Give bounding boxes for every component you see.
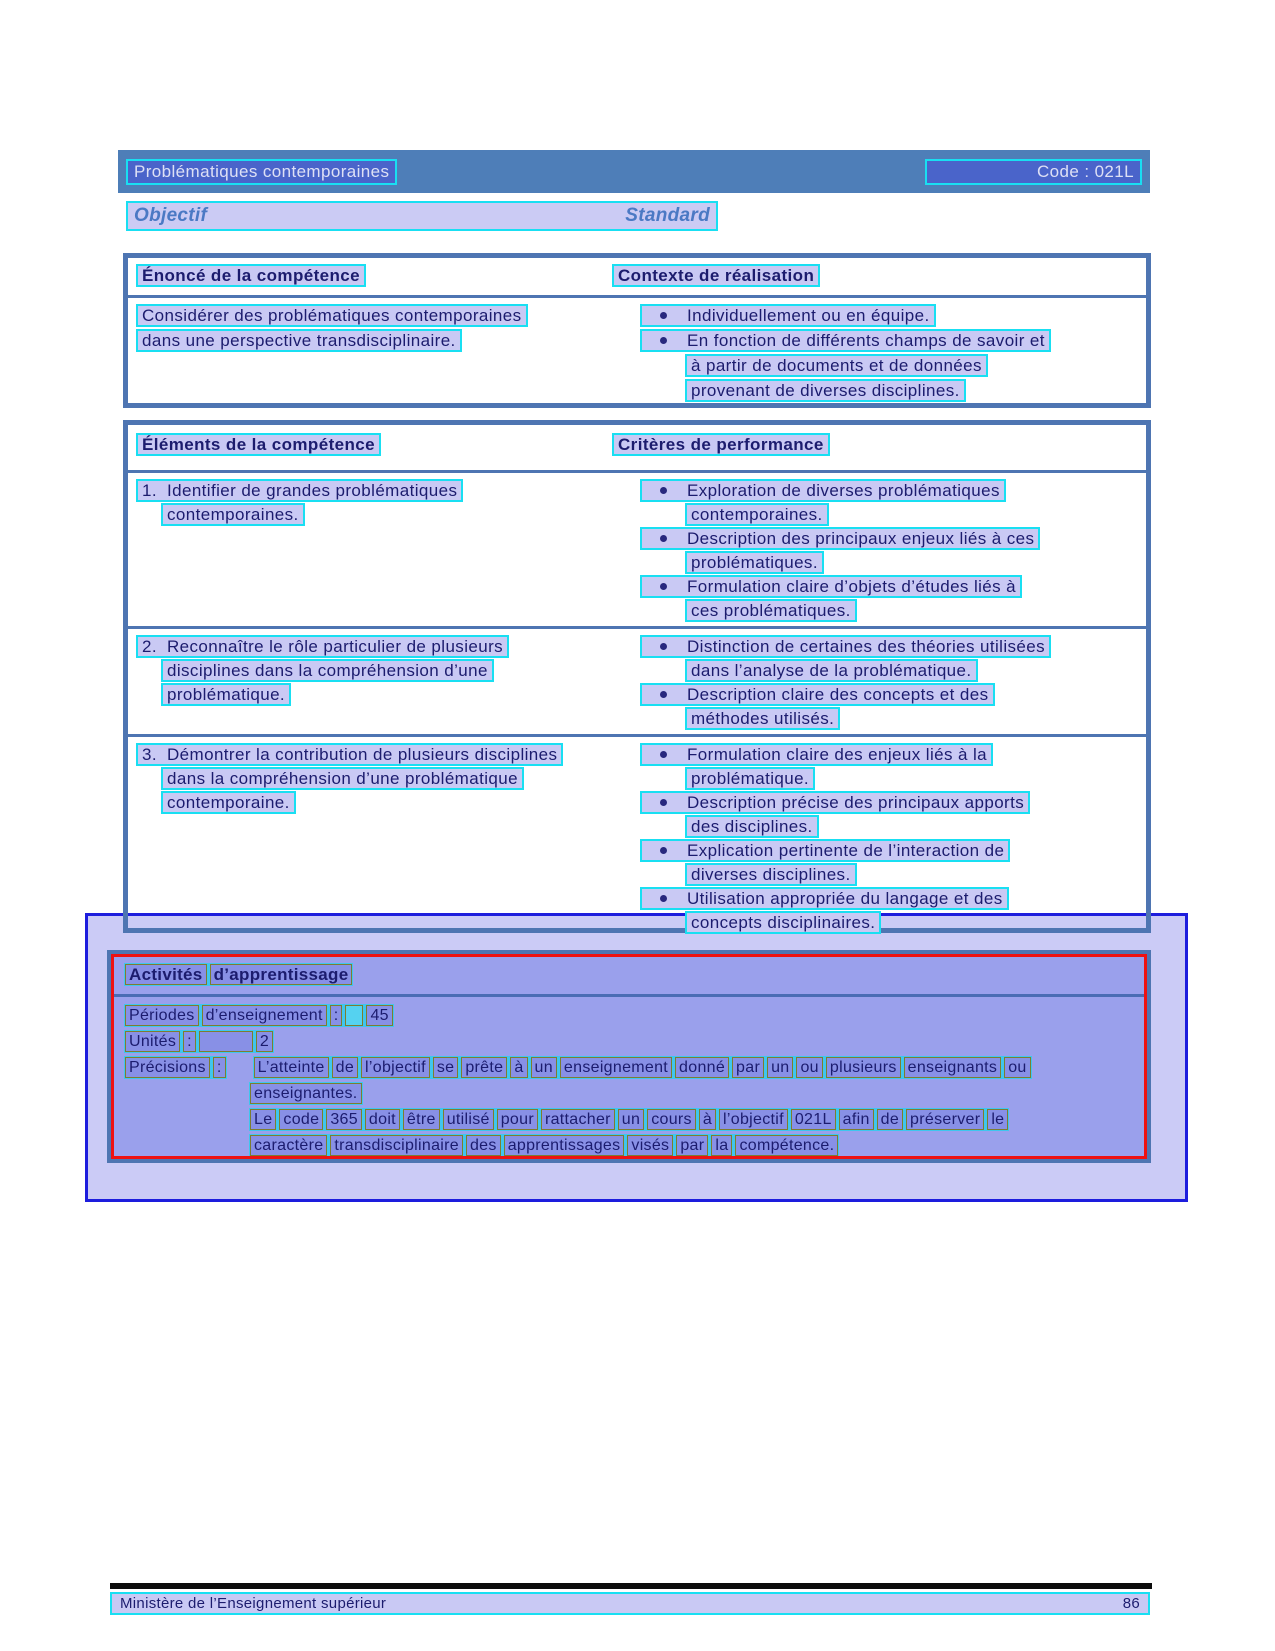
text-highlight: En fonction de différents champs de savoir et	[640, 329, 1051, 352]
word-highlight: cours	[647, 1109, 696, 1130]
text-highlight: Considérer des problématiques contemporaines	[136, 304, 528, 327]
bullet-line	[612, 329, 1146, 350]
word-highlight: un	[531, 1057, 557, 1078]
word-line-strip	[249, 1108, 1009, 1131]
word-highlight: :	[183, 1031, 196, 1052]
word-highlight: L’atteinte	[254, 1057, 329, 1078]
text-line	[136, 659, 612, 680]
competence-header-right: Contexte de réalisation	[612, 264, 820, 287]
text-line	[136, 503, 612, 524]
word-highlight: la	[711, 1135, 732, 1156]
text-highlight: 1. Identifier de grandes problématiques	[136, 479, 463, 502]
element-cell	[128, 635, 612, 731]
word-highlight: de	[877, 1109, 903, 1130]
elements-table	[123, 420, 1151, 933]
text-highlight: Utilisation appropriée du langage et des	[640, 887, 1009, 910]
word-highlight: afin	[839, 1109, 874, 1130]
word-highlight: l’objectif	[361, 1057, 430, 1078]
word-line-strip	[249, 1082, 363, 1105]
word-highlight: d’apprentissage	[210, 964, 353, 985]
elements-header-left: Éléments de la compétence	[136, 433, 381, 456]
word-line-strip	[124, 1056, 227, 1079]
element-row	[128, 737, 1146, 938]
competence-table	[123, 253, 1151, 408]
word-highlight: enseignants	[904, 1057, 1002, 1078]
standard-label: Standard	[625, 205, 710, 226]
element-row	[128, 473, 1146, 626]
bullet-dot	[660, 751, 667, 758]
word-highlight: des	[466, 1135, 501, 1156]
text-highlight: dans l’analyse de la problématique.	[685, 659, 978, 682]
footer-rule	[110, 1583, 1152, 1589]
activities-divider	[114, 994, 1144, 997]
word-highlight: de	[332, 1057, 358, 1078]
text-line	[136, 329, 612, 350]
document-title: Problématiques contemporaines	[126, 159, 397, 185]
word-highlight: à	[510, 1057, 527, 1078]
bullet-line	[612, 479, 1146, 500]
word-line-strip	[124, 963, 353, 986]
word-highlight: Périodes	[125, 1005, 199, 1026]
word-highlight: Le	[250, 1109, 276, 1130]
word-highlight: l’objectif	[719, 1109, 788, 1130]
units-row	[124, 1030, 1144, 1054]
bullet-line	[612, 767, 1146, 788]
text-highlight: Description précise des principaux apports	[640, 791, 1030, 814]
word-highlight: 365	[326, 1109, 362, 1130]
bullet-line	[612, 815, 1146, 836]
footer	[110, 1592, 1150, 1615]
word-highlight: apprentissages	[504, 1135, 625, 1156]
word-highlight: un	[767, 1057, 793, 1078]
precisions-continuation	[249, 1134, 1144, 1158]
word-line-strip	[124, 1004, 394, 1027]
bullet-line	[612, 379, 1146, 400]
text-line	[136, 743, 612, 764]
bullet-line	[612, 354, 1146, 375]
text-highlight: méthodes utilisés.	[685, 707, 840, 730]
word-highlight: par	[676, 1135, 708, 1156]
text-highlight: à partir de documents et de données	[685, 354, 988, 377]
text-highlight: problématiques.	[685, 551, 824, 574]
word-highlight: :	[330, 1005, 343, 1026]
bullet-line	[612, 839, 1146, 860]
word-highlight: utilisé	[443, 1109, 494, 1130]
text-line	[136, 683, 612, 704]
text-line	[136, 479, 612, 500]
word-highlight: à	[699, 1109, 716, 1130]
word-line-strip	[249, 1134, 839, 1157]
text-highlight: Formulation claire des enjeux liés à la	[640, 743, 993, 766]
bullet-line	[612, 707, 1146, 728]
bullet-line	[612, 743, 1146, 764]
item-number: 2.	[142, 637, 157, 656]
bullet-line	[612, 304, 1146, 325]
word-highlight: Précisions	[125, 1057, 210, 1078]
bullet-line	[612, 551, 1146, 572]
text-highlight: Distinction de certaines des théories utilisées	[640, 635, 1051, 658]
element-cell	[128, 743, 612, 935]
word-highlight: :	[213, 1057, 226, 1078]
text-highlight: 2. Reconnaître le rôle particulier de plusieurs	[136, 635, 509, 658]
criteria-cell	[612, 743, 1146, 935]
word-highlight: enseignantes.	[250, 1083, 362, 1104]
text-highlight: contemporaines.	[161, 503, 305, 526]
text-highlight: Explication pertinente de l’interaction de	[640, 839, 1010, 862]
realisation-context-cell	[612, 304, 1146, 404]
item-number: 1.	[142, 481, 157, 500]
document-code: Code : 021L	[925, 159, 1142, 185]
word-highlight: 021L	[791, 1109, 836, 1130]
item-number: 3.	[142, 745, 157, 764]
word-highlight: par	[732, 1057, 764, 1078]
document-header-bar	[118, 150, 1150, 193]
word-highlight: prête	[461, 1057, 507, 1078]
word-highlight: se	[433, 1057, 459, 1078]
word-highlight: ou	[1004, 1057, 1030, 1078]
word-highlight: un	[618, 1109, 644, 1130]
text-highlight: 3. Démontrer la contribution de plusieurs disciplines	[136, 743, 563, 766]
word-highlight: être	[403, 1109, 440, 1130]
text-highlight: diverses disciplines.	[685, 863, 857, 886]
word-highlight: Activités	[125, 964, 207, 985]
bullet-line	[612, 635, 1146, 656]
spacer-box	[345, 1005, 363, 1026]
text-line	[136, 635, 612, 656]
word-highlight: transdisciplinaire	[330, 1135, 463, 1156]
spacer-box	[199, 1031, 253, 1052]
value-highlight: 2	[256, 1031, 273, 1052]
activities-title	[124, 963, 1144, 987]
section-title-bar	[126, 201, 718, 231]
bullet-line	[612, 863, 1146, 884]
text-highlight: ces problématiques.	[685, 599, 857, 622]
word-highlight: visés	[627, 1135, 673, 1156]
element-row	[128, 629, 1146, 734]
bullet-dot	[660, 643, 667, 650]
learning-activities-table	[107, 950, 1151, 1163]
text-highlight: dans une perspective transdisciplinaire.	[136, 329, 462, 352]
bullet-dot	[660, 691, 667, 698]
word-highlight: préserver	[906, 1109, 984, 1130]
bullet-dot	[660, 487, 667, 494]
bullet-dot	[660, 799, 667, 806]
text-highlight: Individuellement ou en équipe.	[640, 304, 936, 327]
text-highlight: problématique.	[685, 767, 815, 790]
text-highlight: Exploration de diverses problématiques	[640, 479, 1006, 502]
bullet-dot	[660, 583, 667, 590]
word-highlight: doit	[365, 1109, 400, 1130]
bullet-dot	[660, 895, 667, 902]
text-highlight: des disciplines.	[685, 815, 819, 838]
word-line-strip	[253, 1056, 1032, 1079]
text-line	[136, 767, 612, 788]
text-highlight: contemporaines.	[685, 503, 829, 526]
bullet-line	[612, 683, 1146, 704]
text-highlight: disciplines dans la compréhension d’une	[161, 659, 494, 682]
bullet-dot	[660, 535, 667, 542]
bullet-dot	[660, 847, 667, 854]
competence-statement-cell	[128, 304, 612, 404]
word-highlight: compétence.	[735, 1135, 838, 1156]
bullet-line	[612, 575, 1146, 596]
elements-header-right: Critères de performance	[612, 433, 830, 456]
criteria-cell	[612, 635, 1146, 731]
value-highlight: 45	[366, 1005, 392, 1026]
bullet-line	[612, 503, 1146, 524]
bullet-line	[612, 527, 1146, 548]
word-highlight: plusieurs	[826, 1057, 901, 1078]
page-number: 86	[1122, 1595, 1140, 1612]
text-highlight: concepts disciplinaires.	[685, 911, 881, 934]
objectif-label: Objectif	[134, 205, 208, 226]
word-highlight: donné	[675, 1057, 729, 1078]
text-highlight: Description claire des concepts et des	[640, 683, 995, 706]
word-line-strip	[124, 1030, 274, 1053]
text-highlight: dans la compréhension d’une problématique	[161, 767, 524, 790]
bullet-line	[612, 599, 1146, 620]
word-highlight: Unités	[125, 1031, 180, 1052]
text-highlight: Description des principaux enjeux liés à ces	[640, 527, 1040, 550]
bullet-line	[612, 887, 1146, 908]
text-highlight: provenant de diverses disciplines.	[685, 379, 966, 402]
precisions-row	[124, 1056, 1144, 1080]
footer-text: Ministère de l’Enseignement supérieur	[120, 1595, 387, 1612]
bullet-line	[612, 659, 1146, 680]
bullet-line	[612, 791, 1146, 812]
precisions-continuation	[249, 1108, 1144, 1132]
periods-row	[124, 1004, 1144, 1028]
word-highlight: pour	[497, 1109, 538, 1130]
word-highlight: ou	[796, 1057, 822, 1078]
bullet-dot	[660, 312, 667, 319]
word-highlight: d’enseignement	[202, 1005, 327, 1026]
word-highlight: rattacher	[541, 1109, 615, 1130]
text-highlight: problématique.	[161, 683, 291, 706]
elements-table-header-row	[128, 425, 1146, 470]
bullet-dot	[660, 337, 667, 344]
text-highlight: Formulation claire d’objets d’études liés à	[640, 575, 1022, 598]
criteria-cell	[612, 479, 1146, 623]
word-highlight: caractère	[250, 1135, 327, 1156]
text-line	[136, 304, 612, 325]
competence-header-left: Énoncé de la compétence	[136, 264, 366, 287]
annotation-red-box	[111, 954, 1147, 1159]
bullet-line	[612, 911, 1146, 932]
text-line	[136, 791, 612, 812]
word-highlight: enseignement	[560, 1057, 672, 1078]
word-highlight: le	[987, 1109, 1008, 1130]
precisions-continuation	[249, 1082, 1144, 1106]
word-highlight: code	[279, 1109, 323, 1130]
text-highlight: contemporaine.	[161, 791, 296, 814]
element-cell	[128, 479, 612, 623]
competence-table-header-row	[128, 258, 1146, 295]
